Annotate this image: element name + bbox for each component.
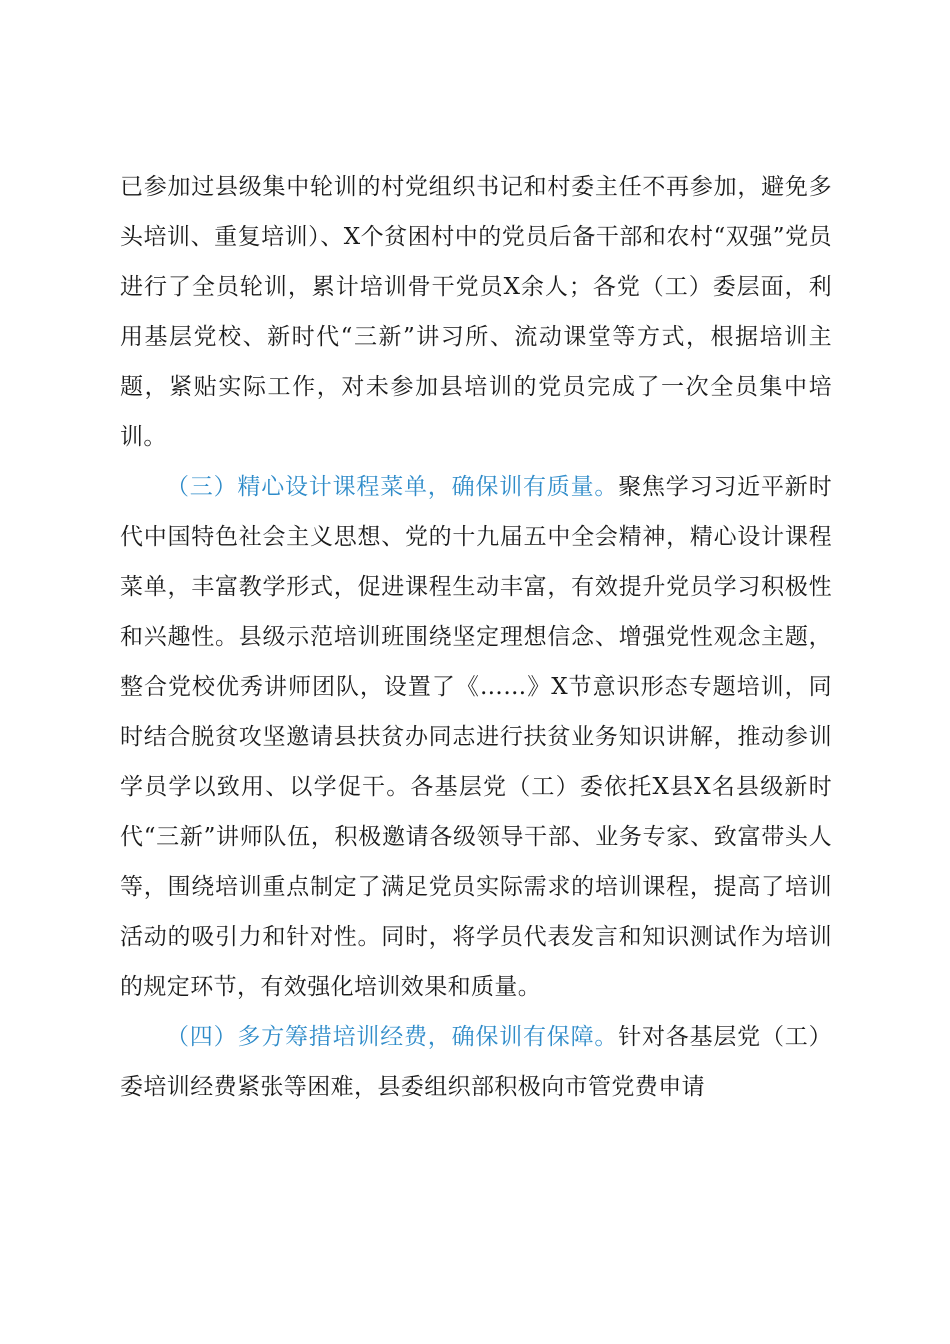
paragraph-section-four xyxy=(120,1012,832,1112)
document-body xyxy=(120,162,832,1112)
section-heading: （三）精心设计课程菜单，确保训有质量。 xyxy=(166,474,619,500)
section-heading: （四）多方筹措培训经费，确保训有保障。 xyxy=(166,1024,619,1050)
paragraph-text: 针对各基层党（工）委培训经费紧张等困难，县委组织部积极向市管党费申请 xyxy=(120,1024,832,1100)
paragraph-section-three xyxy=(120,462,832,1012)
paragraph-continuation xyxy=(120,162,832,462)
paragraph-text: 聚焦学习习近平新时代中国特色社会主义思想、党的十九届五中全会精神，精心设计课程菜单，丰富教学形式，促进课程生动丰富，有效提升党员学习积极性和兴趣性。县级示范培训班围绕坚定理想信念、增强党性观念主题，整合党校优秀讲师团队，设置了《……》X节意识形态专题培训，同时结合脱贫攻坚邀请县扶贫办同志进行扶贫业务知识讲解，推动参训学员学以致用、以学促干。各基层党（工）委依托X县X名县级新时代“三新”讲师队伍，积极邀请各级领导干部、业务专家、致富带头人等，围绕培训重点制定了满足党员实际需求的培训课程，提高了培训活动的吸引力和针对性。同时，将学员代表发言和知识测试作为培训的规定环节，有效强化培训效果和质量。 xyxy=(120,474,832,1000)
paragraph-text: 已参加过县级集中轮训的村党组织书记和村委主任不再参加，避免多头培训、重复培训）、X个贫困村中的党员后备干部和农村“双强”党员进行了全员轮训，累计培训骨干党员X余人；各党（工）委层面，利用基层党校、新时代“三新”讲习所、流动课堂等方式，根据培训主题，紧贴实际工作，对未参加县培训的党员完成了一次全员集中培训。 xyxy=(120,174,832,450)
